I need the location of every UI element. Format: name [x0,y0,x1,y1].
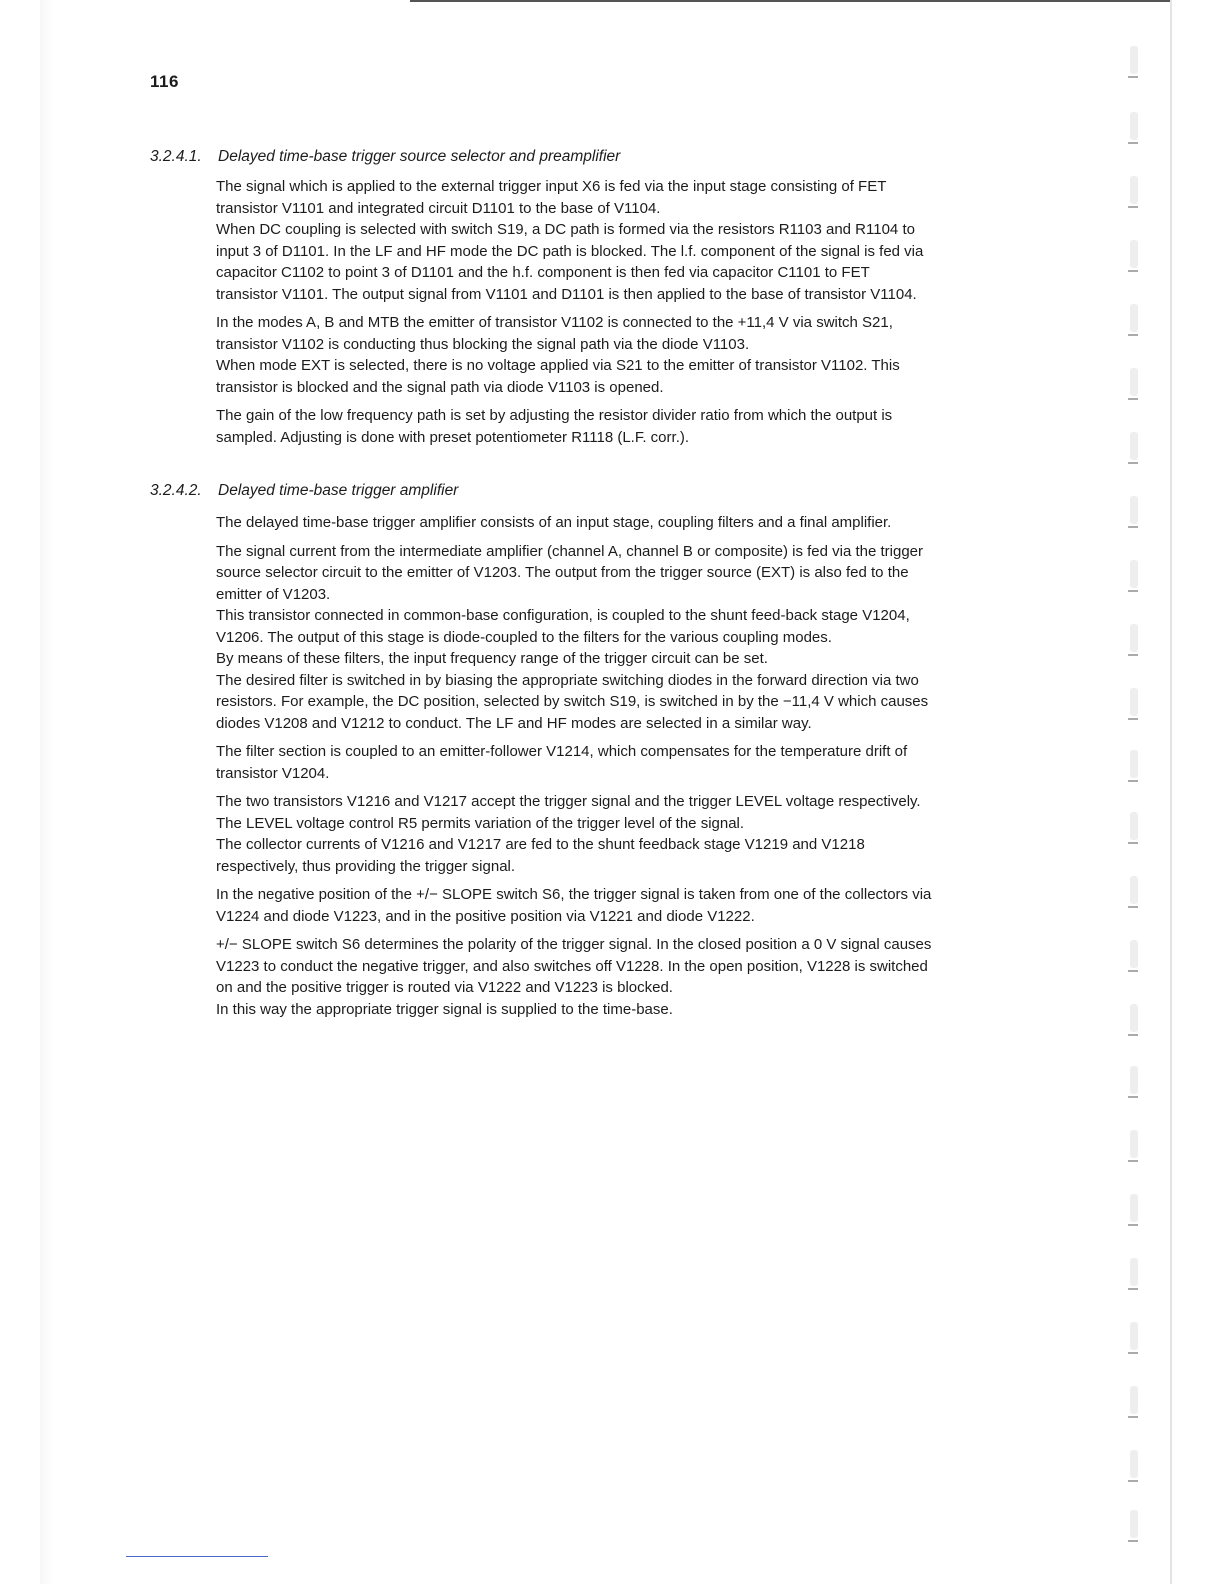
margin-tick [1128,398,1138,400]
margin-blotch [1130,1004,1138,1032]
paragraph [216,312,1036,398]
margin-blotch [1130,1194,1138,1222]
text-line: In this way the appropriate trigger signal is supplied to the time-base. [216,1000,673,1018]
margin-blotch [1130,750,1138,778]
text-line: When DC coupling is selected with switch S19, a DC path is formed via the resistors R1103 and R1104 to [216,221,915,238]
margin-blotch [1130,812,1138,840]
scan-left-shadow [40,0,54,1584]
margin-tick [1128,970,1138,972]
margin-tick [1128,1352,1138,1354]
text-line: +/− SLOPE switch S6 determines the polarity of the trigger signal. In the closed position a 0 V signal causes [216,936,932,953]
margin-tick [1128,590,1138,592]
text-line: This transistor connected in common-base configuration, is coupled to the shunt feed-back stage V1204, [216,607,910,624]
text-line: In the negative position of the +/− SLOPE switch S6, the trigger signal is taken from one of the collectors via [216,886,932,903]
paragraph [216,791,1036,877]
section-number: 3.2.4.2. [150,482,202,499]
margin-blotch [1130,876,1138,904]
margin-tick [1128,1540,1138,1542]
paragraph [216,934,1036,1020]
text-line: The two transistors V1216 and V1217 accept the trigger signal and the trigger LEVEL voltage respectively. [216,793,921,810]
page-number: 116 [150,72,179,91]
text-line: on and the positive trigger is routed via V1222 and V1223 is blocked. [216,979,673,996]
text-line: input 3 of D1101. In the LF and HF mode the DC path is blocked. The l.f. component of the signal is fed via [216,242,924,260]
margin-tick [1128,462,1138,464]
margin-tick [1128,334,1138,336]
text-line: resistors. For example, the DC position, selected by switch S19, is switched in by the −11,4 V which causes [216,693,929,710]
margin-blotch [1130,304,1138,332]
text-line: The signal current from the intermediate amplifier (channel A, channel B or composite) is fed via the trigger [216,542,924,560]
text-line: capacitor C1102 to point 3 of D1101 and the h.f. component is then fed via capacitor C1101 to FET [216,264,870,281]
text-line: diodes V1208 and V1212 to conduct. The LF and HF modes are selected in a similar way. [216,714,812,732]
margin-tick [1128,780,1138,782]
margin-blotch [1130,560,1138,588]
text-line: In the modes A, B and MTB the emitter of transistor V1102 is connected to the +11,4 V via switch S21, [216,314,893,331]
scan-right-margin [1172,0,1224,1584]
margin-blotch [1130,240,1138,268]
margin-blotch [1130,1450,1138,1478]
margin-tick [1128,526,1138,528]
section-body-3242 [216,512,1036,1027]
margin-tick [1128,842,1138,844]
margin-tick [1128,1288,1138,1290]
margin-blotch [1130,1066,1138,1094]
margin-blotch [1130,1386,1138,1414]
margin-tick [1128,76,1138,78]
margin-blotch [1130,1510,1138,1538]
text-line: The filter section is coupled to an emitter-follower V1214, which compensates for the temperature drift of [216,743,908,760]
section-number: 3.2.4.1. [150,148,202,165]
margin-blotch [1130,624,1138,652]
margin-tick [1128,142,1138,144]
margin-blotch [1130,1130,1138,1158]
paragraph [216,541,1036,735]
text-line: The gain of the low frequency path is set by adjusting the resistor divider ratio from which the output is [216,407,893,424]
footnote-rule [126,1556,268,1557]
margin-tick [1128,718,1138,720]
text-line: respectively, thus providing the trigger signal. [216,857,516,875]
paragraph [216,512,1036,534]
margin-blotch [1130,46,1138,74]
text-line: transistor is blocked and the signal path via diode V1103 is opened. [216,378,664,396]
text-line: source selector circuit to the emitter of V1203. The output from the trigger source (EXT) is also fed to the [216,564,909,581]
text-line: By means of these filters, the input frequency range of the trigger circuit can be set. [216,650,768,667]
margin-tick [1128,1034,1138,1036]
text-line: The LEVEL voltage control R5 permits variation of the trigger level of the signal. [216,814,745,832]
margin-tick [1128,906,1138,908]
margin-tick [1128,1416,1138,1418]
text-line: V1206. The output of this stage is diode-coupled to the filters for the various coupling modes. [216,628,832,646]
paragraph [216,405,1036,448]
margin-blotch [1130,368,1138,396]
margin-blotch [1130,112,1138,140]
margin-tick [1128,1224,1138,1226]
section-heading-3242 [150,482,458,500]
margin-blotch [1130,688,1138,716]
text-line: transistor V1102 is conducting thus blocking the signal path via the diode V1103. [216,335,750,353]
section-title: Delayed time-base trigger amplifier [218,482,459,499]
paragraph [216,884,1036,927]
margin-blotch [1130,940,1138,968]
margin-blotch [1130,1322,1138,1350]
text-line: transistor V1101. The output signal from V1101 and D1101 is then applied to the base of transistor V1104. [216,285,917,303]
text-line: The delayed time-base trigger amplifier consists of an input stage, coupling filters and a final amplifier. [216,514,892,531]
margin-blotch [1130,496,1138,524]
text-line: transistor V1101 and integrated circuit D1101 to the base of V1104. [216,199,661,217]
paragraph [216,176,1036,305]
margin-tick [1128,654,1138,656]
text-line: sampled. Adjusting is done with preset potentiometer R1118 (L.F. corr.). [216,428,690,446]
section-title: Delayed time-base trigger source selector and preamplifier [218,148,621,165]
text-line: V1223 to conduct the negative trigger, and also switches off V1228. In the open position, V1228 is switched [216,957,928,975]
text-line: emitter of V1203. [216,585,331,603]
margin-blotch [1130,176,1138,204]
text-line: The desired filter is switched in by biasing the appropriate switching diodes in the forward direction via two [216,671,919,689]
text-line: The collector currents of V1216 and V1217 are fed to the shunt feedback stage V1219 and V1218 [216,836,865,853]
margin-tick [1128,206,1138,208]
text-line: V1224 and diode V1223, and in the positive position via V1221 and diode V1222. [216,907,755,925]
margin-tick [1128,270,1138,272]
text-line: When mode EXT is selected, there is no voltage applied via S21 to the emitter of transistor V1102. This [216,357,900,374]
top-rule [410,0,1170,2]
paragraph [216,741,1036,784]
margin-blotch [1130,432,1138,460]
section-body-3241 [216,176,1036,455]
section-heading-3241 [150,148,620,166]
text-line: The signal which is applied to the external trigger input X6 is fed via the input stage consisting of FET [216,178,887,195]
margin-tick [1128,1480,1138,1482]
text-line: transistor V1204. [216,764,330,782]
margin-blotch [1130,1258,1138,1286]
margin-tick [1128,1096,1138,1098]
margin-tick [1128,1160,1138,1162]
